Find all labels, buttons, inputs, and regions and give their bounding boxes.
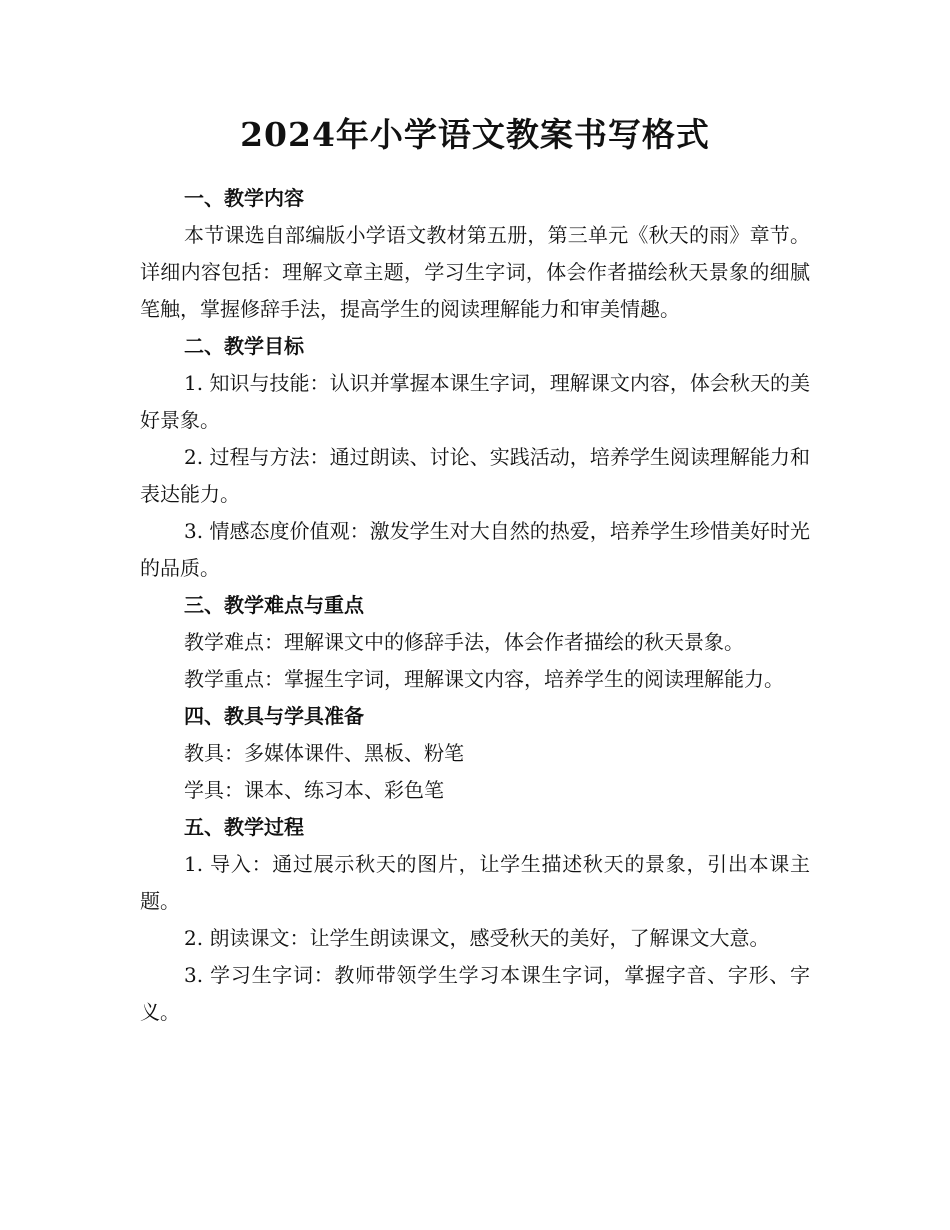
document-title: 2024年小学语文教案书写格式 [240, 115, 710, 154]
section-teaching-content [140, 180, 810, 328]
paragraph: 教具：多媒体课件、黑板、粉笔 [184, 741, 464, 765]
section-teaching-process [140, 809, 810, 1031]
paragraph: 3. 情感态度价值观：激发学生对大自然的热爱，培养学生珍惜美好时光的品质。 [140, 519, 810, 580]
section-heading: 四、教具与学具准备 [184, 704, 364, 728]
section-teaching-aids [140, 698, 810, 809]
paragraph: 学具：课本、练习本、彩色笔 [184, 778, 444, 802]
section-heading: 一、教学内容 [184, 186, 304, 210]
paragraph: 1. 知识与技能：认识并掌握本课生字词，理解课文内容，体会秋天的美好景象。 [140, 371, 810, 432]
section-heading: 三、教学难点与重点 [184, 593, 364, 617]
paragraph: 教学难点：理解课文中的修辞手法，体会作者描绘的秋天景象。 [184, 630, 744, 654]
paragraph: 3. 学习生字词：教师带领学生学习本课生字词，掌握字音、字形、字义。 [140, 963, 810, 1024]
paragraph: 教学重点：掌握生字词，理解课文内容，培养学生的阅读理解能力。 [184, 667, 784, 691]
section-difficulties-and-focus [140, 587, 810, 698]
section-heading: 五、教学过程 [184, 815, 304, 839]
paragraph: 1. 导入：通过展示秋天的图片，让学生描述秋天的景象，引出本课主题。 [140, 852, 810, 913]
paragraph: 2. 过程与方法：通过朗读、讨论、实践活动，培养学生阅读理解能力和表达能力。 [140, 445, 810, 506]
paragraph: 2. 朗读课文：让学生朗读课文，感受秋天的美好，了解课文大意。 [184, 926, 770, 950]
document-page [140, 110, 810, 1031]
section-heading: 二、教学目标 [184, 334, 304, 358]
section-teaching-goals [140, 328, 810, 587]
paragraph: 本节课选自部编版小学语文教材第五册，第三单元《秋天的雨》章节。详细内容包括：理解文章主题，学习生字词，体会作者描绘秋天景象的细腻笔触，掌握修辞手法，提高学生的阅读理解能力和审美情趣。 [140, 223, 810, 321]
